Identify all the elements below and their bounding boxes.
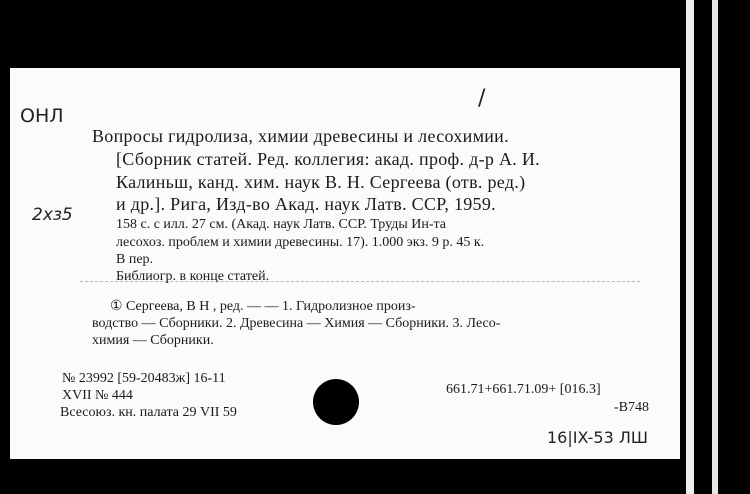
title-line-4: и др.]. Рига, Изд-во Акад. наук Латв. ССР, 1959. (116, 194, 496, 214)
scan-edge-strip-secondary (712, 0, 718, 494)
handwritten-footer: 16|IX-53 ЛШ (547, 428, 648, 447)
handwritten-mark: / (478, 86, 486, 111)
registry-volume: XVII № 444 (62, 388, 133, 403)
title-line-2: [Сборник статей. Ред. коллегия: акад. проф. д-р А. И. (116, 149, 540, 169)
desc-line-2: лесохоз. проблем и химии древесины. 17). 1.000 экз. 9 р. 45 к. (116, 235, 485, 250)
handwritten-code: ОНЛ (20, 105, 64, 127)
subject-line-1: ① Сергеева, В Н , ред. — — 1. Гидролизное произ- (110, 299, 416, 314)
registry-chamber-date: Всесоюз. кн. палата 29 VII 59 (60, 405, 237, 420)
desc-line-3: В пер. (116, 252, 154, 267)
handwritten-margin-note: 2хз5 (32, 205, 73, 225)
title-line-3: Калиньш, канд. хим. наук В. Н. Сергеева (отв. ред.) (116, 172, 526, 192)
scan-edge-strip (686, 0, 694, 494)
udc-classification: 661.71+661.71.09+ [016.3] (446, 382, 601, 397)
title-line-1: Вопросы гидролиза, химии древесины и лесохимии. (92, 126, 509, 146)
registry-number: № 23992 [59-20483ж] 16-11 (62, 371, 226, 386)
bibliography-note: Библиогр. в конце статей. (116, 269, 270, 284)
subject-line-2: водство — Сборники. 2. Древесина — Химия — Сборники. 3. Лесо- (92, 316, 501, 331)
subject-line-3: химия — Сборники. (92, 333, 214, 348)
catalog-code: -B748 (614, 400, 649, 415)
desc-line-1: 158 с. с илл. 27 см. (Акад. наук Латв. ССР. Труды Ин-та (116, 217, 446, 232)
punch-hole (313, 379, 359, 425)
